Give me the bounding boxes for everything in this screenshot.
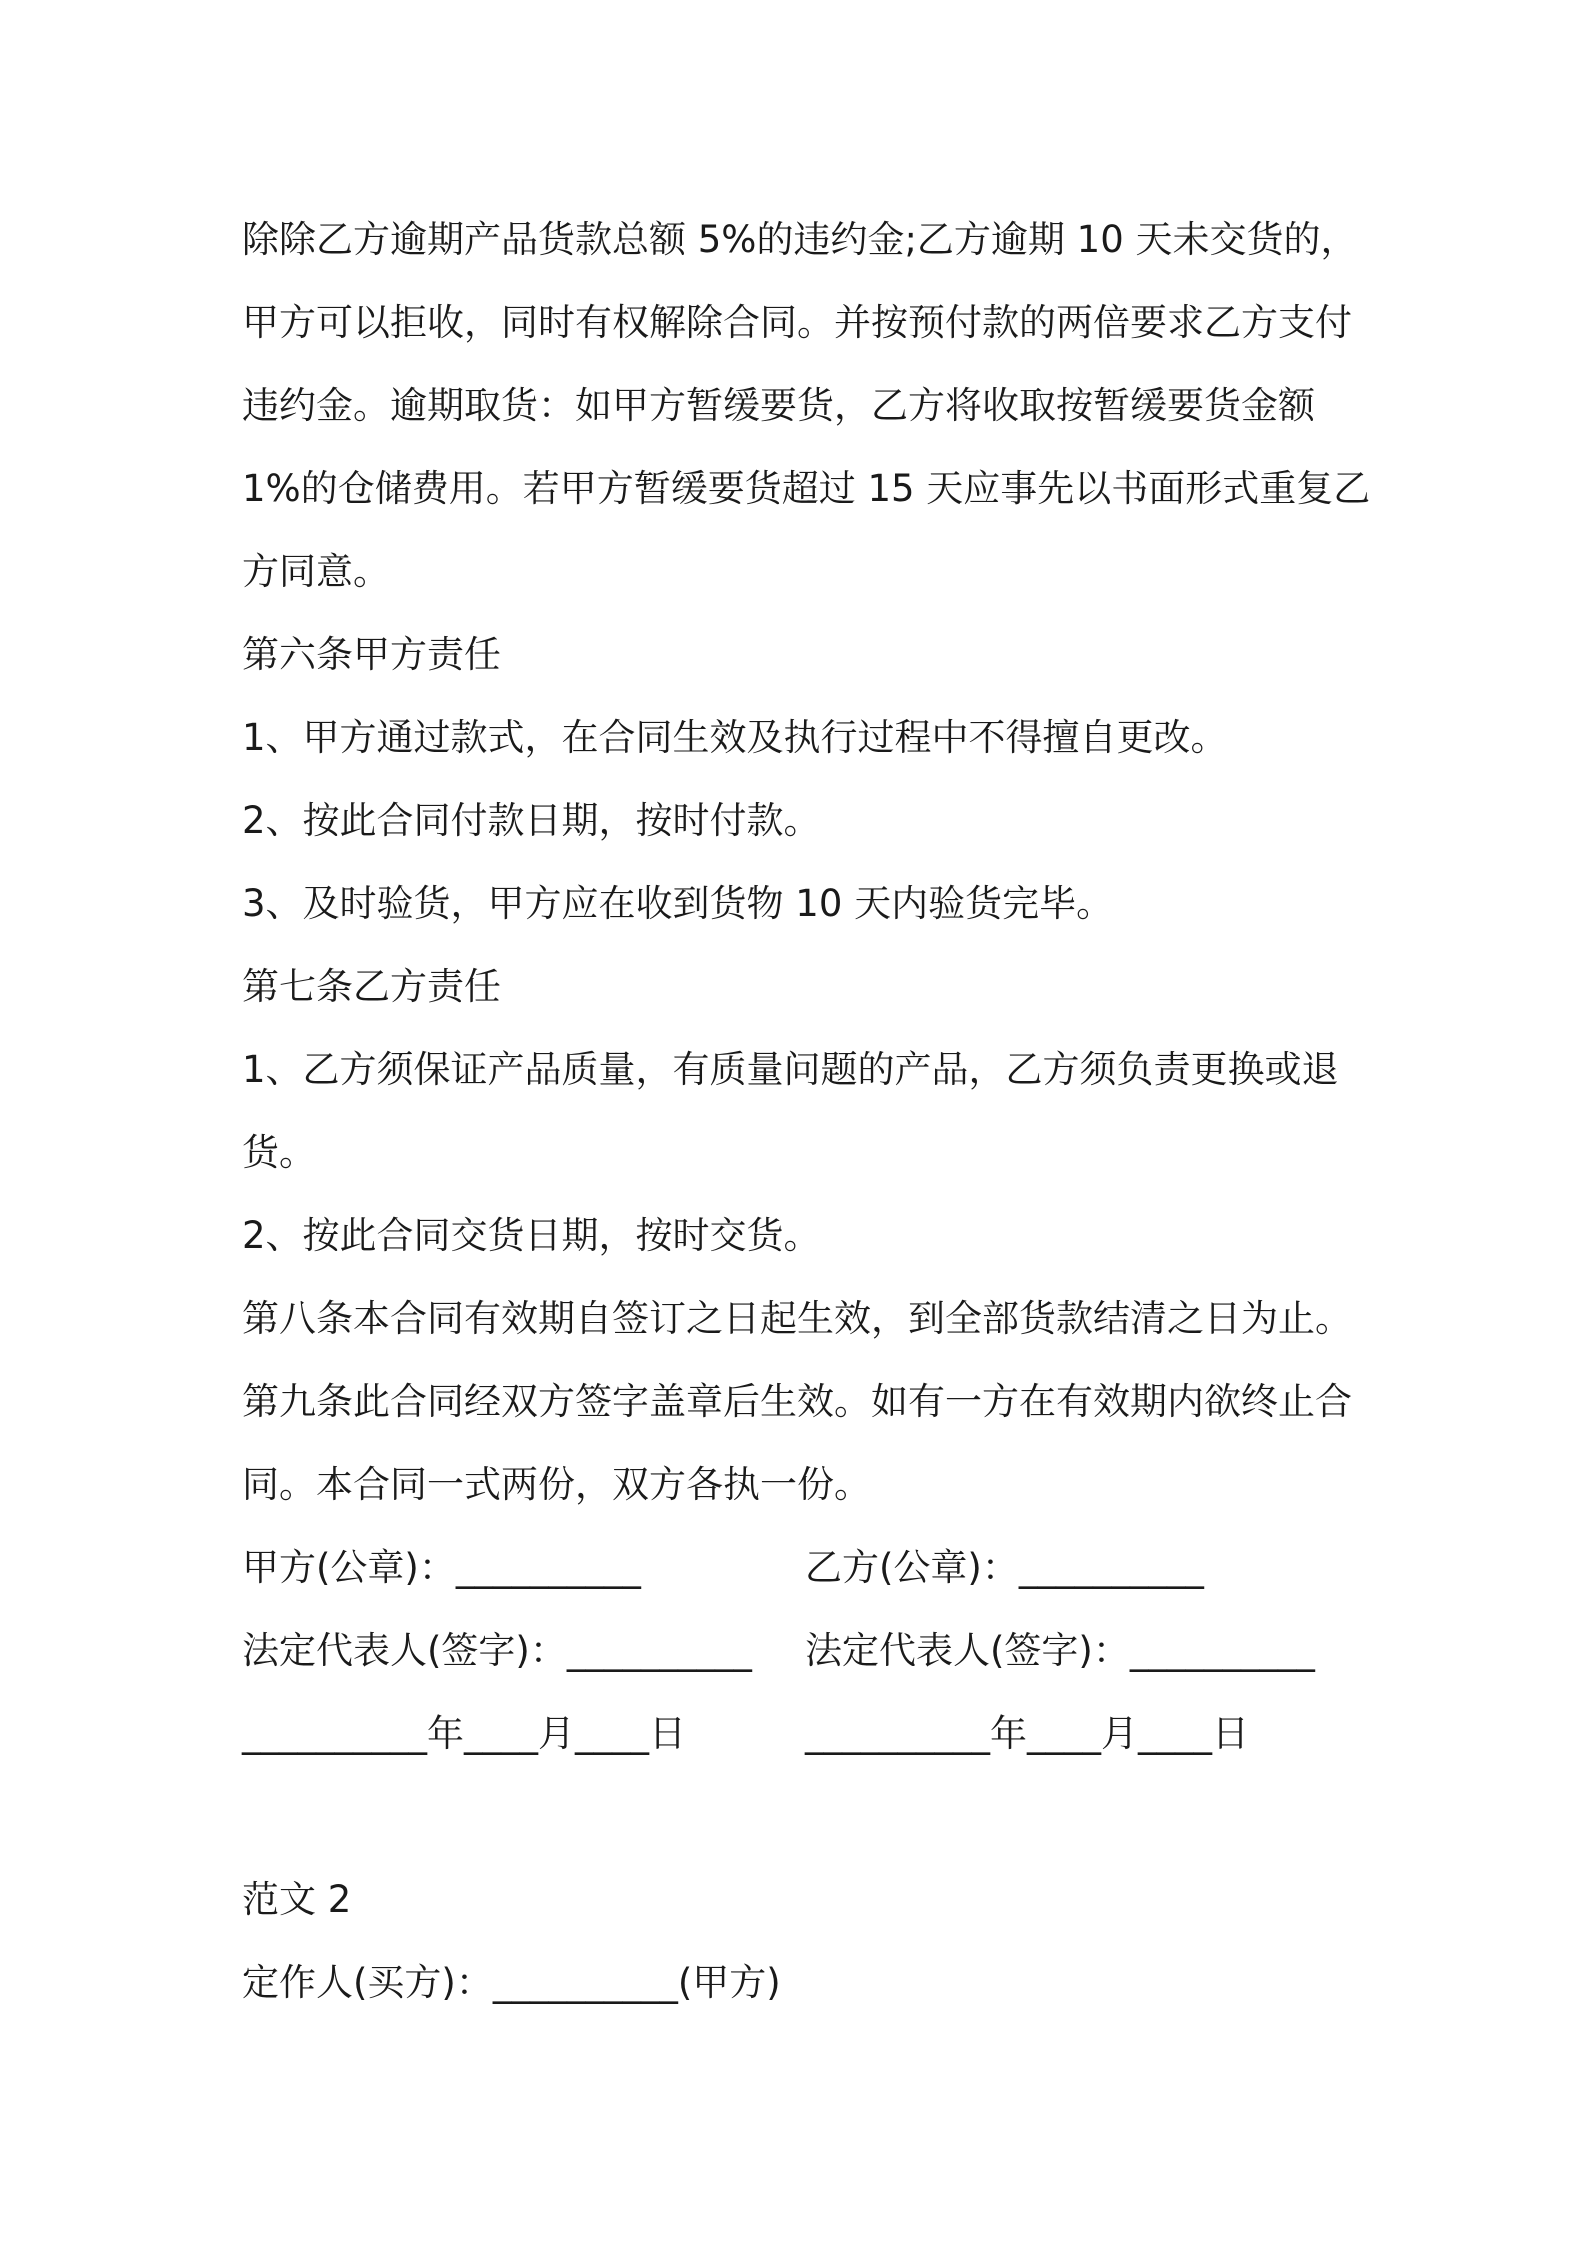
signature-row-representative	[242, 1609, 1362, 1692]
paragraph-line: 方同意。	[242, 550, 390, 593]
sample-2-title: 范文 2	[242, 1878, 352, 1921]
list-item: 1、乙方须保证产品质量，有质量问题的产品，乙方须负责更换或退	[242, 1048, 1339, 1091]
list-item: 2、按此合同交货日期，按时交货。	[242, 1214, 821, 1257]
list-item: 1、甲方通过款式，在合同生效及执行过程中不得擅自更改。	[242, 716, 1228, 759]
spacer	[242, 1775, 1362, 1858]
article-9-continued: 同。本合同一式两份，双方各执一份。	[242, 1463, 871, 1506]
document-page	[242, 198, 1371, 2024]
paragraph-line: 甲方可以拒收，同时有权解除合同。并按预付款的两倍要求乙方支付	[242, 301, 1352, 344]
section-heading-article-7: 第七条乙方责任	[242, 965, 501, 1008]
paragraph-line: 违约金。逾期取货：如甲方暂缓要货，乙方将收取按暂缓要货金额	[242, 384, 1315, 427]
signature-row-seal	[242, 1526, 1362, 1609]
list-item: 3、及时验货，甲方应在收到货物 10 天内验货完毕。	[242, 882, 1114, 925]
paragraph-line: 1%的仓储费用。若甲方暂缓要货超过 15 天应事先以书面形式重复乙	[242, 467, 1371, 510]
party-a-date: __________年____月____日	[242, 1712, 686, 1755]
section-heading-article-6: 第六条甲方责任	[242, 633, 501, 676]
paragraph-line: 除除乙方逾期产品货款总额 5%的违约金;乙方逾期 10 天未交货的，	[242, 218, 1358, 261]
party-a-representative: 法定代表人(签字)：__________	[242, 1629, 752, 1672]
list-item: 2、按此合同付款日期，按时付款。	[242, 799, 821, 842]
party-b-representative: 法定代表人(签字)：__________	[805, 1629, 1315, 1672]
party-b-seal: 乙方(公章)：__________	[805, 1546, 1204, 1589]
signature-row-date	[242, 1692, 1362, 1775]
party-a-seal: 甲方(公章)：__________	[242, 1546, 641, 1589]
buyer-line: 定作人(买方)：__________(甲方)	[242, 1961, 781, 2004]
party-b-date: __________年____月____日	[805, 1712, 1249, 1755]
article-9: 第九条此合同经双方签字盖章后生效。如有一方在有效期内欲终止合	[242, 1380, 1352, 1423]
article-8: 第八条本合同有效期自签订之日起生效，到全部货款结清之日为止。	[242, 1297, 1352, 1340]
list-item-continued: 货。	[242, 1131, 316, 1174]
